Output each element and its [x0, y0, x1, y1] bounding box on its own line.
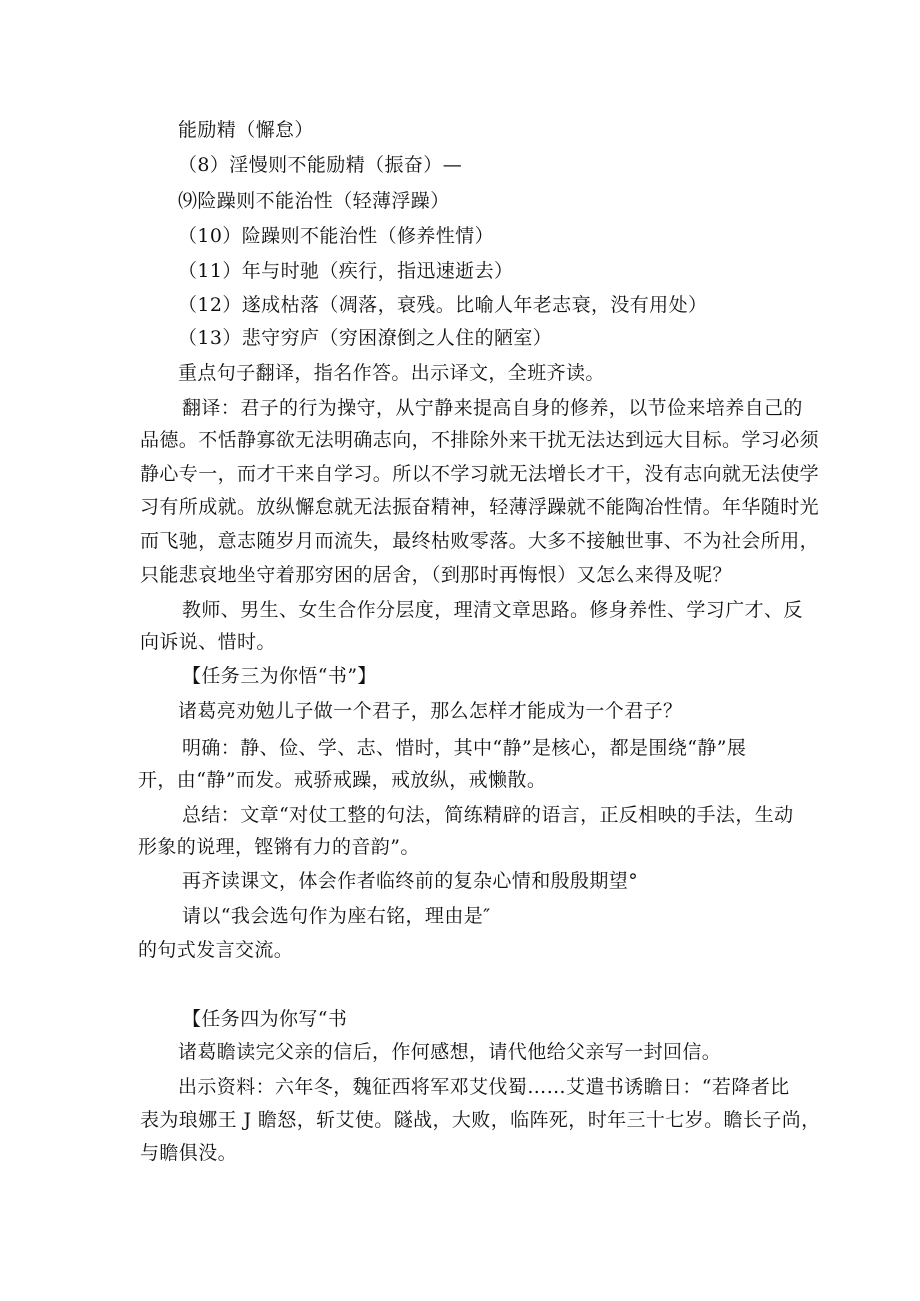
text-line: 请以“我会选句作为座右铭，理由是″ — [182, 905, 491, 927]
text-line: 明确：静、俭、学、志、惜时，其中“静”是核心，都是围绕“静”展 — [182, 737, 747, 759]
text-line: 翻译：君子的行为操守，从宁静来提高自身的修养，以节俭来培养自己的 — [182, 397, 803, 419]
text-line: 总结：文章“对仗工整的句法，简练精辟的语言，正反相映的手法，生动 — [182, 804, 794, 826]
text-line: 能励精（懈怠） — [178, 119, 314, 141]
section-heading: 【任务四为你写“书 — [182, 1008, 348, 1030]
text-line: 与瞻俱没。 — [140, 1142, 238, 1164]
text-line: 形象的说理，铿锵有力的音韵”。 — [138, 836, 420, 858]
text-line: 而飞驰，意志随岁月而流失，最终枯败零落。大多不接触世事、不为社会所用， — [140, 530, 820, 552]
text-line: 教师、男生、女生合作分层度，理清文章思路。修身养性、学习广才、反 — [182, 599, 803, 621]
text-line: 开，由“静”而发。戒骄戒躁，戒放纵，戒懒散。 — [138, 769, 547, 791]
text-line: 的句式发言交流。 — [138, 939, 294, 961]
text-line: 只能悲哀地坐守着那穷困的居舍，（到那时再悔恨）又怎么来得及呢？ — [140, 564, 732, 586]
text-line: （10）险躁则不能治性（修养性情） — [178, 225, 494, 247]
text-line: 习有所成就。放纵懈怠就无法振奋精神，轻薄浮躁就不能陶冶性情。年华随时光 — [140, 496, 820, 518]
text-line: 重点句子翻译，指名作答。出示译文，全班齐读。 — [178, 362, 605, 384]
text-line: 品德。不恬静寡欲无法明确志向，不排除外来干扰无法达到远大目标。学习必须 — [140, 429, 820, 451]
text-line: （13）悲守穷庐（穷困潦倒之人住的陋室） — [178, 327, 553, 349]
text-line: 出示资料：六年冬，魏征西将军邓艾伐蜀……艾遣书诱瞻日：“若降者比 — [178, 1076, 790, 1098]
text-line: （11）年与时驰（疾行，指迅速逝去） — [178, 260, 514, 282]
text-line: 诸葛亮劝勉儿子做一个君子，那么怎样才能成为一个君子？ — [178, 700, 683, 722]
text-line: （12）遂成枯落（凋落，衰残。比喻人年老志衰，没有用处） — [178, 294, 708, 316]
text-line: ⑼险躁则不能治性（轻薄浮躁） — [178, 190, 450, 212]
text-line: 向诉说、惜时。 — [140, 631, 276, 653]
text-line: 再齐读课文，体会作者临终前的复杂心情和殷殷期望° — [182, 870, 639, 892]
section-heading: 【任务三为你悟“书”】 — [182, 665, 377, 687]
text-line: 诸葛瞻读完父亲的信后，作何感想，请代他给父亲写一封回信。 — [178, 1041, 722, 1063]
text-line: 表为琅娜王 J 瞻怒，斩艾使。隧战，大败，临阵死，时年三十七岁。瞻长子尚， — [140, 1109, 821, 1131]
text-line: （8）淫慢则不能励精（振奋）— — [178, 154, 463, 176]
text-line: 静心专一，而才干来自学习。所以不学习就无法增长才干，没有志向就无法使学 — [140, 463, 820, 485]
